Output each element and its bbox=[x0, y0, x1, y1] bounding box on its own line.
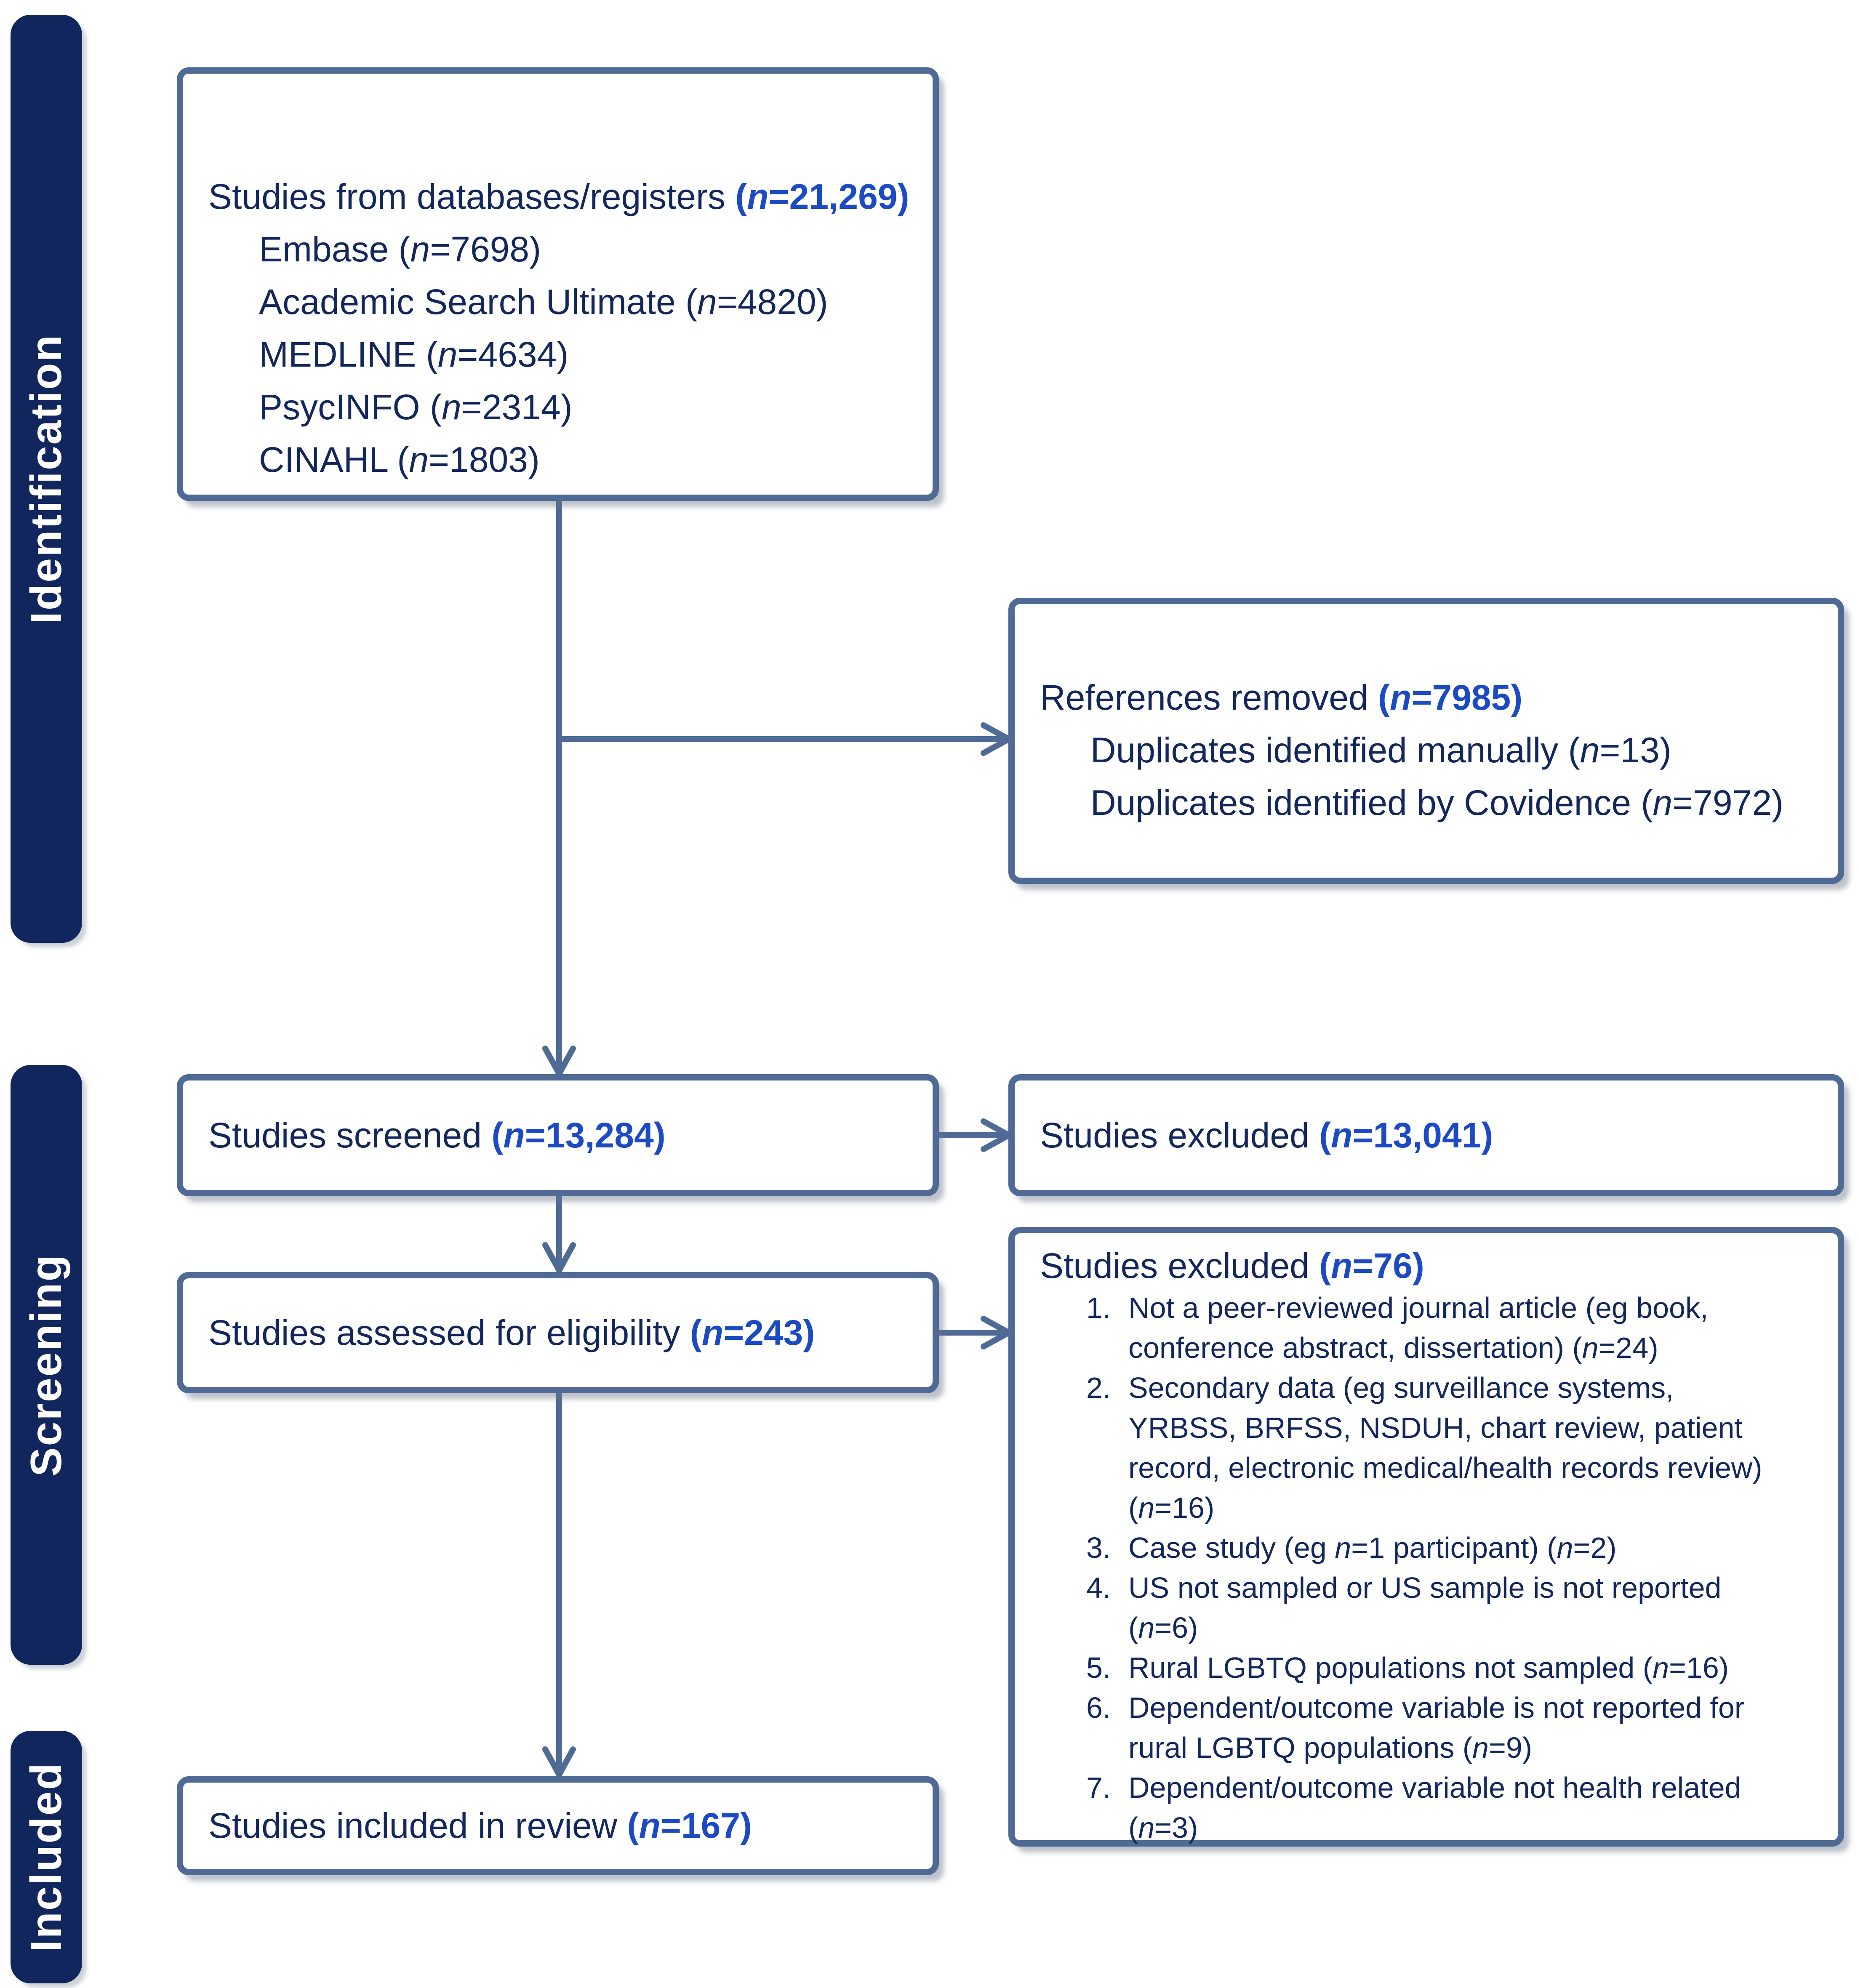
text-run: conference abstract, dissertation) ( bbox=[1128, 1331, 1582, 1364]
text-run: ( bbox=[1378, 678, 1390, 717]
text-run: n bbox=[701, 1312, 724, 1352]
text-run: =1 participant) ( bbox=[1351, 1531, 1557, 1564]
exclusion-reason-item bbox=[1086, 1568, 1829, 1648]
text-run: CINAHL ( bbox=[259, 440, 409, 479]
exclusion-reason-item bbox=[1086, 1648, 1829, 1688]
arrowhead-down-assessed bbox=[545, 1245, 573, 1270]
exclusion-reason-list bbox=[1040, 1288, 1829, 1848]
text-run: n bbox=[1653, 1651, 1669, 1684]
text-run: =4820) bbox=[717, 282, 828, 322]
text-run: US not sampled or US sample is not reported bbox=[1128, 1571, 1722, 1604]
stage-bar-screening bbox=[11, 1065, 82, 1665]
text-run: Studies excluded bbox=[1040, 1115, 1320, 1155]
text-run: n bbox=[503, 1115, 525, 1155]
text-run: =13,041) bbox=[1352, 1115, 1493, 1155]
text-run: n bbox=[442, 387, 461, 427]
item-text bbox=[1128, 1688, 1829, 1768]
item-number: 4. bbox=[1086, 1571, 1111, 1604]
text-run: Studies included in review bbox=[208, 1806, 627, 1845]
text-run: ( bbox=[1319, 1246, 1331, 1285]
text-run: n bbox=[1653, 783, 1673, 822]
text-run: Studies excluded bbox=[1040, 1246, 1320, 1285]
text-run: =13) bbox=[1599, 730, 1671, 770]
text-run: Embase ( bbox=[259, 229, 411, 269]
text-run: n bbox=[639, 1806, 661, 1845]
stage-label-included: Included bbox=[21, 1762, 71, 1952]
text-run: n bbox=[747, 177, 769, 216]
database-list bbox=[208, 223, 928, 486]
arrowhead-right-excluded-eligibility bbox=[984, 1319, 1009, 1347]
box-title-databases bbox=[208, 170, 928, 223]
database-list-item bbox=[208, 276, 928, 328]
text-run: ( bbox=[690, 1312, 702, 1352]
box-title-included bbox=[208, 1799, 928, 1852]
box-studies-excluded-eligibility bbox=[1008, 1227, 1844, 1847]
text-run: PsycINFO ( bbox=[259, 387, 442, 427]
duplicates-list bbox=[1040, 724, 1834, 829]
text-run: =21,269) bbox=[768, 177, 909, 216]
text-run: =24) bbox=[1598, 1331, 1658, 1364]
text-run: =76) bbox=[1352, 1246, 1424, 1285]
arrowhead-right-references-removed bbox=[984, 725, 1009, 753]
text-run: n bbox=[1557, 1531, 1573, 1564]
text-run: Dependent/outcome variable is not reported for bbox=[1128, 1691, 1745, 1724]
text-run: =16) bbox=[1154, 1491, 1215, 1524]
text-run: n bbox=[1138, 1491, 1155, 1524]
text-run: YRBSS, BRFSS, NSDUH, chart review, patient bbox=[1128, 1411, 1743, 1444]
stage-label-identification: Identification bbox=[21, 333, 71, 624]
text-run: ( bbox=[1319, 1115, 1331, 1155]
text-run: n bbox=[409, 440, 429, 479]
text-run: ( bbox=[1128, 1491, 1138, 1524]
exclusion-reason-item bbox=[1086, 1528, 1829, 1568]
text-run: =4634) bbox=[457, 335, 569, 374]
box-title-references-removed bbox=[1040, 671, 1834, 724]
item-text bbox=[1128, 1648, 1829, 1688]
text-run: n bbox=[697, 282, 717, 322]
text-run: record, electronic medical/health records review) bbox=[1128, 1451, 1762, 1484]
arrowhead-down-screened bbox=[545, 1049, 573, 1074]
box-studies-screened bbox=[177, 1074, 939, 1196]
stage-bar-identification bbox=[11, 15, 82, 943]
box-studies-excluded-screening bbox=[1008, 1074, 1844, 1196]
text-run: n bbox=[1472, 1731, 1489, 1764]
text-run: =7985) bbox=[1411, 678, 1523, 717]
item-text bbox=[1128, 1768, 1829, 1848]
text-run: Not a peer-reviewed journal article (eg book, bbox=[1128, 1291, 1709, 1324]
box-title-assessed bbox=[208, 1307, 928, 1359]
item-number: 7. bbox=[1086, 1771, 1111, 1804]
exclusion-reason-item bbox=[1086, 1368, 1829, 1528]
item-number: 3. bbox=[1086, 1531, 1111, 1564]
text-run: =167) bbox=[660, 1806, 752, 1845]
text-run: References removed bbox=[1040, 678, 1378, 717]
text-run: ( bbox=[627, 1806, 639, 1845]
text-run: Duplicates identified manually ( bbox=[1090, 730, 1580, 770]
text-run: ( bbox=[1128, 1611, 1138, 1644]
stage-label-screening: Screening bbox=[21, 1253, 71, 1477]
text-run: n bbox=[1335, 1531, 1352, 1564]
item-text bbox=[1128, 1288, 1829, 1368]
stage-bar-included bbox=[11, 1731, 82, 1983]
text-run: Case study (eg bbox=[1128, 1531, 1335, 1564]
text-run: n bbox=[1331, 1246, 1353, 1285]
arrowhead-right-excluded-screening bbox=[984, 1121, 1009, 1149]
text-run: n bbox=[437, 335, 458, 374]
item-number: 5. bbox=[1086, 1651, 1111, 1684]
text-run: ( bbox=[735, 177, 747, 216]
text-run: =9) bbox=[1488, 1731, 1533, 1764]
item-text bbox=[1128, 1528, 1829, 1568]
text-run: =6) bbox=[1154, 1611, 1198, 1644]
database-list-item bbox=[208, 223, 928, 276]
item-text bbox=[1128, 1568, 1829, 1648]
text-run: =7972) bbox=[1672, 783, 1784, 822]
duplicates-list-item bbox=[1040, 724, 1834, 777]
duplicates-list-item bbox=[1040, 777, 1834, 829]
box-title-excluded-screening bbox=[1040, 1109, 1834, 1162]
text-run: n bbox=[410, 229, 430, 269]
item-number: 6. bbox=[1086, 1691, 1111, 1724]
exclusion-reason-item bbox=[1086, 1288, 1829, 1368]
text-run: =2) bbox=[1573, 1531, 1617, 1564]
text-run: Academic Search Ultimate ( bbox=[259, 282, 698, 322]
text-run: Secondary data (eg surveillance systems, bbox=[1128, 1371, 1674, 1404]
exclusion-reason-item bbox=[1086, 1688, 1829, 1768]
text-run: =3) bbox=[1154, 1811, 1198, 1844]
text-run: =243) bbox=[723, 1312, 815, 1352]
text-run: n bbox=[1138, 1611, 1155, 1644]
text-run: n bbox=[1138, 1811, 1155, 1844]
text-run: n bbox=[1582, 1331, 1599, 1364]
database-list-item bbox=[208, 381, 928, 434]
text-run: =16) bbox=[1669, 1651, 1729, 1684]
box-studies-assessed-eligibility bbox=[177, 1272, 939, 1393]
text-run: MEDLINE ( bbox=[259, 335, 438, 374]
item-text bbox=[1128, 1368, 1829, 1528]
text-run: Duplicates identified by Covidence ( bbox=[1090, 783, 1653, 822]
item-number: 1. bbox=[1086, 1291, 1111, 1324]
box-studies-included bbox=[177, 1776, 939, 1875]
text-run: Rural LGBTQ populations not sampled ( bbox=[1128, 1651, 1653, 1684]
text-run: Studies from databases/registers bbox=[208, 177, 736, 216]
database-list-item bbox=[208, 434, 928, 486]
box-references-removed bbox=[1008, 598, 1844, 884]
box-title-excluded-eligibility bbox=[1040, 1244, 1829, 1288]
box-studies-from-databases bbox=[177, 67, 939, 501]
text-run: Dependent/outcome variable not health related bbox=[1128, 1771, 1741, 1804]
text-run: n bbox=[1331, 1115, 1353, 1155]
text-run: rural LGBTQ populations ( bbox=[1128, 1731, 1473, 1764]
box-title-screened bbox=[208, 1109, 928, 1162]
text-run: =1803) bbox=[428, 440, 540, 479]
arrowhead-down-included bbox=[545, 1749, 573, 1775]
text-run: n bbox=[1580, 730, 1600, 770]
text-run: n bbox=[1390, 678, 1412, 717]
text-run: =2314) bbox=[461, 387, 573, 427]
text-run: =7698) bbox=[430, 229, 541, 269]
item-number: 2. bbox=[1086, 1371, 1111, 1404]
text-run: Studies assessed for eligibility bbox=[208, 1312, 690, 1352]
text-run: ( bbox=[1128, 1811, 1138, 1844]
text-run: ( bbox=[491, 1115, 504, 1155]
database-list-item bbox=[208, 328, 928, 381]
text-run: Studies screened bbox=[208, 1115, 492, 1155]
text-run: =13,284) bbox=[525, 1115, 666, 1155]
exclusion-reason-item bbox=[1086, 1768, 1829, 1848]
